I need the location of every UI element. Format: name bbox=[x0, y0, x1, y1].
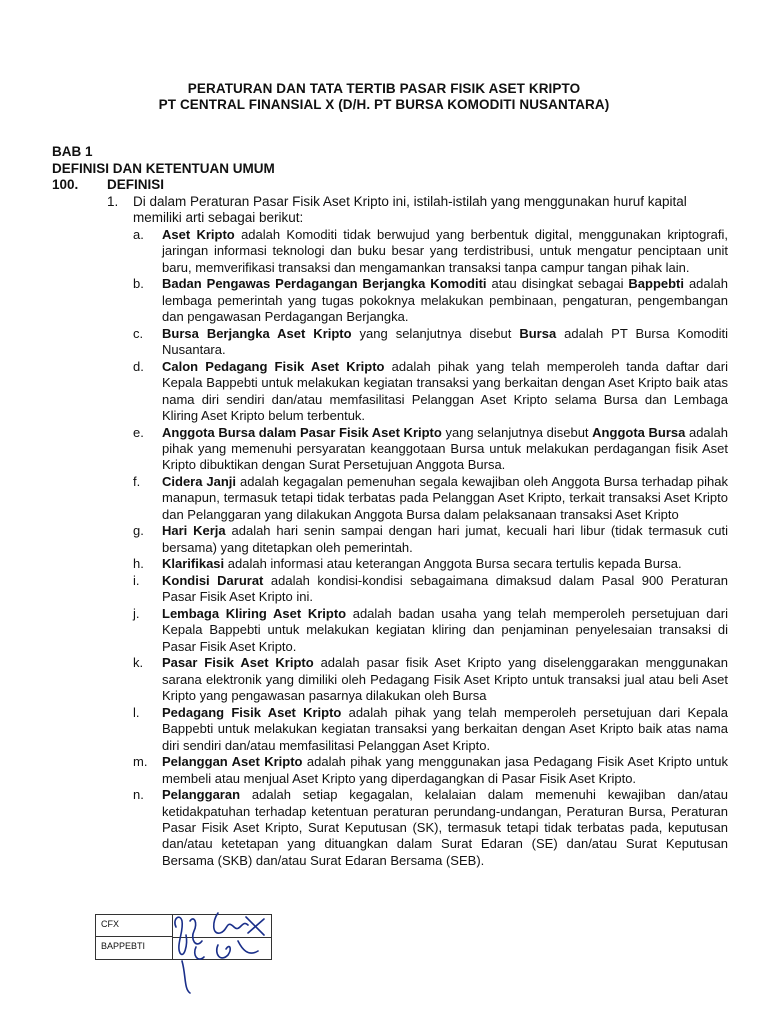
definition-term: Pelanggan Aset Kripto bbox=[162, 754, 303, 770]
definition-text: adalah setiap kegagalan, kelalaian dalam memenuhi kewajiban dan/atau ketidakpatuhan terhadap ketentuan peraturan perundang-undangan, Peraturan Bursa, Peraturan Pasar Fisik Aset Kripto, Surat Keputusan (SK), termasuk tetapi tidak terbatas pada, keputusan dan/atau ketetapan yang dituangkan dalam Surat Edaran (SE) dan/atau Surat Keputusan Bersama (SKB) dan/atau Surat Edaran Bersama (SEB). bbox=[162, 787, 728, 868]
definition-text: adalah kondisi-kondisi sebagaimana dimaksud dalam Pasal 900 Peraturan Pasar Fisik Aset Kripto ini. bbox=[162, 573, 728, 605]
definition-term: Anggota Bursa bbox=[592, 424, 686, 440]
definition-body bbox=[162, 359, 728, 425]
definition-text: adalah pihak yang telah memperoleh tanda daftar dari Kepala Bappebti untuk melakukan kegiatan transaksi yang berkaitan dengan Aset Kripto baik atas nama diri sendiri dan/atau memfasilitasi Pelanggan Aset Kripto selama Bursa dan Lembaga Kliring Aset Kripto belum terbentuk. bbox=[162, 358, 728, 424]
definition-list bbox=[133, 227, 728, 869]
definition-text: adalah pihak yang menggunakan jasa Pedagang Fisik Aset Kripto untuk membeli atau menjual Aset Kripto yang diperdagangkan di Pasar Fisik Aset Kripto. bbox=[162, 754, 728, 786]
definition-item bbox=[133, 754, 728, 787]
section-number: 100. bbox=[52, 177, 79, 192]
definition-term: Anggota Bursa dalam Pasar Fisik Aset Kripto bbox=[162, 424, 442, 440]
definition-text: adalah informasi atau keterangan Anggota Bursa secara tertulis kepada Bursa. bbox=[224, 556, 682, 572]
handwritten-signature bbox=[168, 905, 278, 995]
definition-item bbox=[133, 606, 728, 655]
definition-text: adalah badan usaha yang telah memperoleh persetujuan dari Kepala Bappebti untuk melakukan kegiatan kliring dan penjaminan penyelesaian transaksi di Pasar Fisik Aset Kripto. bbox=[162, 606, 728, 654]
definition-term: Cidera Janji bbox=[162, 474, 237, 490]
definition-item bbox=[133, 523, 728, 556]
definition-letter: m. bbox=[133, 754, 148, 770]
document-title-line2: PT CENTRAL FINANSIAL X (D/H. PT BURSA KOMODITI NUSANTARA) bbox=[158, 97, 610, 112]
definition-text: adalah hari senin sampai dengan hari jumat, kecuali hari libur (tidak termasuk cuti bersama) yang ditetapkan oleh pemerintah. bbox=[162, 523, 728, 555]
definition-term: Badan Pengawas Perdagangan Berjangka Komoditi bbox=[162, 276, 487, 292]
definition-body bbox=[162, 326, 728, 359]
definition-item bbox=[133, 787, 728, 869]
definition-term: Calon Pedagang Fisik Aset Kripto bbox=[162, 358, 385, 374]
paragraph-text: Di dalam Peraturan Pasar Fisik Aset Kripto ini, istilah-istilah yang menggunakan huruf kapital memiliki arti sebagai berikut: bbox=[133, 194, 687, 226]
definition-item bbox=[133, 227, 728, 276]
chapter-title: DEFINISI DAN KETENTUAN UMUM bbox=[52, 161, 275, 176]
definition-text: adalah Komoditi tidak berwujud yang berbentuk digital, menggunakan kriptografi, jaringan informasi teknologi dan buku besar yang terdistribusi, untuk mengatur penciptaan unit baru, memverifikasi transaksi dan mengamankan transaksi tanpa campur tangan pihak lain. bbox=[162, 227, 729, 275]
definition-text: adalah pasar fisik Aset Kripto yang diselenggarakan menggunakan sarana elektronik yang dimiliki oleh Pedagang Fisik Aset Kripto untuk transaksi jual atau beli Aset Kripto yang pengawasan pasarnya dilakukan oleh Bursa bbox=[162, 655, 728, 704]
definition-letter: g. bbox=[133, 523, 144, 539]
definition-letter: h. bbox=[133, 556, 144, 572]
definition-item bbox=[133, 359, 728, 425]
chapter-number: BAB 1 bbox=[52, 144, 93, 159]
definition-item bbox=[133, 556, 728, 572]
paraf-box bbox=[95, 914, 173, 960]
definition-body bbox=[162, 787, 728, 869]
definition-item bbox=[133, 326, 728, 359]
paraf-row-cfx: CFX bbox=[96, 915, 172, 937]
definition-text: atau disingkat sebagai bbox=[486, 276, 629, 292]
definition-text: yang selanjutnya disebut bbox=[351, 325, 520, 341]
definition-body bbox=[162, 705, 728, 754]
definition-item bbox=[133, 425, 728, 474]
document-title-line1: PERATURAN DAN TATA TERTIB PASAR FISIK ASET KRIPTO bbox=[187, 81, 581, 96]
definition-item bbox=[133, 276, 728, 325]
definition-letter: a. bbox=[133, 227, 144, 242]
definition-term: Aset Kripto bbox=[162, 227, 235, 242]
definition-term: Pelanggaran bbox=[162, 787, 241, 803]
definition-body bbox=[162, 523, 728, 556]
definition-body bbox=[162, 227, 728, 276]
definition-item bbox=[133, 705, 728, 754]
definition-letter: l. bbox=[133, 704, 140, 720]
definition-letter: d. bbox=[133, 358, 144, 374]
section-title: DEFINISI bbox=[107, 177, 165, 192]
paragraph-number: 1. bbox=[107, 194, 119, 209]
definition-term: Bursa Berjangka Aset Kripto bbox=[162, 325, 352, 341]
definition-term: Pedagang Fisik Aset Kripto bbox=[162, 704, 342, 720]
definition-body bbox=[162, 754, 728, 787]
definition-text: adalah pihak yang memenuhi persyaratan keanggotaan Bursa untuk melakukan perdagangan fisik Aset Kripto dibuktikan dengan Surat Persetujuan Anggota Bursa. bbox=[162, 424, 729, 473]
definition-body bbox=[162, 474, 728, 523]
definition-letter: n. bbox=[133, 787, 144, 803]
definition-term: Pasar Fisik Aset Kripto bbox=[162, 655, 314, 671]
definition-body bbox=[162, 573, 728, 606]
definition-letter: j. bbox=[133, 606, 140, 622]
definition-text: yang selanjutnya disebut bbox=[441, 424, 593, 440]
definition-letter: i. bbox=[133, 573, 140, 589]
definition-body bbox=[162, 276, 728, 325]
paraf-row-bappebti: BAPPEBTI bbox=[101, 941, 146, 951]
definition-term: Hari Kerja bbox=[162, 523, 226, 539]
definition-item bbox=[133, 655, 728, 704]
definition-item bbox=[133, 474, 728, 523]
definition-term: Kondisi Darurat bbox=[162, 573, 264, 589]
definition-term: Lembaga Kliring Aset Kripto bbox=[162, 606, 347, 622]
definition-text: adalah kegagalan pemenuhan segala kewajiban oleh Anggota Bursa terhadap pihak manapun, termasuk tetapi tidak terbatas pada Pelanggan Aset Kripto, terkait transaksi Aset Kripto dan Pelanggaran yang dilakukan Anggota Bursa dalam pelaksanaan transaksi Aset Kripto bbox=[162, 474, 728, 522]
definition-letter: f. bbox=[133, 474, 141, 490]
definition-item bbox=[133, 573, 728, 606]
definition-term: Bappebti bbox=[628, 276, 685, 292]
definition-term: Klarifikasi bbox=[162, 556, 225, 572]
definition-letter: b. bbox=[133, 276, 144, 292]
definition-text: adalah pihak yang telah memperoleh persetujuan dari Kepala Bappebti untuk melakukan kegiatan transaksi yang berkaitan dengan Aset Kripto baik atas nama diri sendiri dan/atau memfasilitasi Pelanggan Aset Kripto. bbox=[162, 704, 728, 753]
definition-term: Bursa bbox=[519, 325, 557, 341]
definition-body bbox=[162, 606, 728, 655]
definition-text: adalah PT Bursa Komoditi Nusantara. bbox=[162, 325, 729, 358]
definition-text: adalah lembaga pemerintah yang tugas pokoknya melakukan pembinaan, pengaturan, pengembangan dan pengawasan Perdagangan Berjangka. bbox=[162, 276, 728, 325]
definition-letter: k. bbox=[133, 655, 144, 671]
definition-body bbox=[162, 655, 728, 704]
definition-body bbox=[162, 425, 728, 474]
definition-letter: e. bbox=[133, 424, 144, 440]
definition-body bbox=[162, 556, 728, 572]
definition-letter: c. bbox=[133, 325, 144, 341]
